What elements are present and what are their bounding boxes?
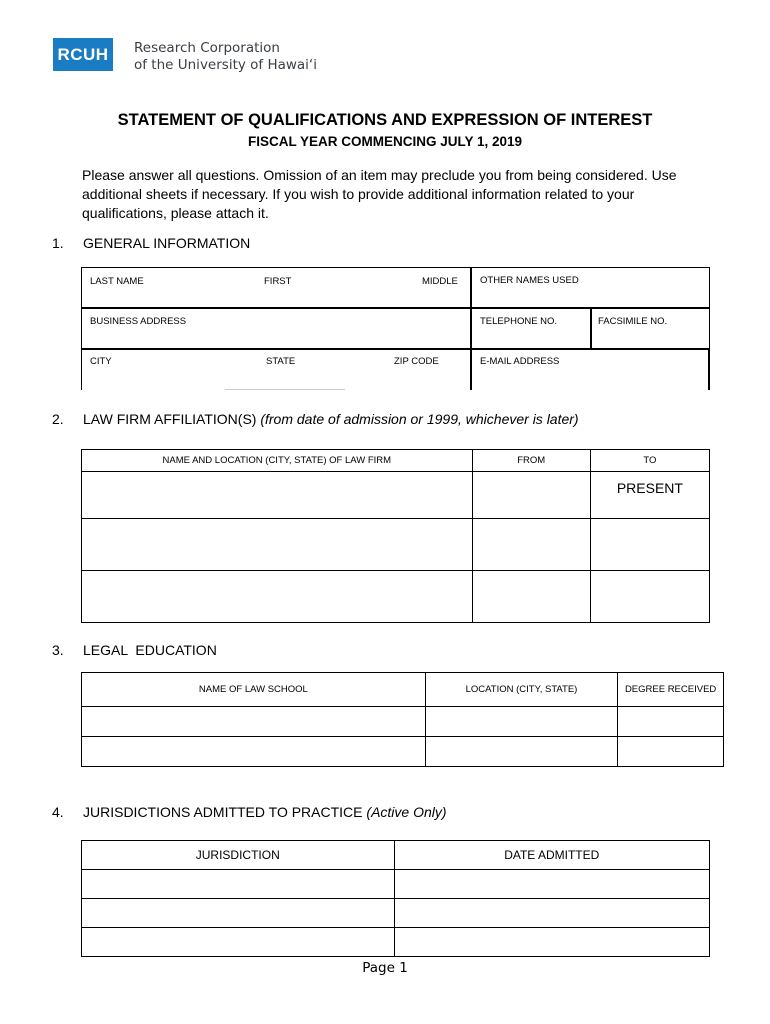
jurisdictions-table (81, 840, 710, 957)
rcuh-logo: RCUH (53, 38, 113, 71)
telephone-field[interactable]: TELEPHONE NO. (480, 316, 558, 327)
jurisdiction-cell-1[interactable] (82, 870, 395, 899)
business-address-field[interactable]: BUSINESS ADDRESS (90, 316, 187, 327)
logo-line-2: of the University of Hawai‘i (134, 57, 317, 73)
last-name-field[interactable]: LAST NAME (90, 276, 144, 287)
to-cell-present: PRESENT (590, 472, 709, 519)
degree-header: DEGREE RECEIVED (618, 673, 724, 707)
location-cell-2[interactable] (425, 737, 617, 767)
document-subtitle: FISCAL YEAR COMMENCING JULY 1, 2019 (247, 134, 523, 149)
section-4-number: 4. (52, 804, 64, 820)
law-school-cell-2[interactable] (82, 737, 426, 767)
law-school-cell-1[interactable] (82, 707, 426, 737)
firm-name-cell-1[interactable] (82, 472, 473, 519)
email-field[interactable]: E-MAIL ADDRESS (480, 356, 560, 367)
page-number: Page 1 (362, 960, 408, 976)
to-cell-3[interactable] (590, 571, 709, 623)
logo-line-1: Research Corporation (134, 40, 280, 56)
firm-name-cell-3[interactable] (82, 571, 473, 623)
jurisdiction-header: JURISDICTION (82, 841, 395, 870)
section-2-title-text: LAW FIRM AFFILIATION(S) (83, 411, 257, 427)
section-2-number: 2. (52, 411, 64, 427)
other-names-field[interactable]: OTHER NAMES USED (480, 275, 579, 286)
document-title: STATEMENT OF QUALIFICATIONS AND EXPRESSION OF INTEREST (117, 111, 653, 129)
location-cell-1[interactable] (425, 707, 617, 737)
date-admitted-header: DATE ADMITTED (394, 841, 709, 870)
jurisdiction-cell-3[interactable] (82, 928, 395, 957)
intro-paragraph: Please answer all questions. Omission of an item may preclude you from being considered. Use additional sheets if necessary. If you wish to provide additional information related to your qualifications, please attach it. (82, 167, 677, 221)
section-3-number: 3. (52, 642, 64, 658)
degree-cell-1[interactable] (618, 707, 724, 737)
to-cell-2[interactable] (590, 519, 709, 571)
section-2-title (83, 411, 579, 427)
date-admitted-cell-1[interactable] (394, 870, 709, 899)
date-admitted-cell-3[interactable] (394, 928, 709, 957)
section-1-title: GENERAL INFORMATION (83, 235, 251, 251)
logo-organization-name (134, 40, 317, 74)
city-field[interactable]: CITY (90, 356, 112, 367)
first-name-field[interactable]: FIRST (264, 276, 292, 287)
date-admitted-cell-2[interactable] (394, 899, 709, 928)
law-school-header: NAME OF LAW SCHOOL (82, 673, 426, 707)
degree-cell-2[interactable] (618, 737, 724, 767)
section-3-title: LEGAL EDUCATION (83, 642, 217, 658)
from-cell-2[interactable] (472, 519, 590, 571)
location-header: LOCATION (CITY, STATE) (425, 673, 617, 707)
from-header: FROM (472, 450, 590, 472)
zip-code-field[interactable]: ZIP CODE (394, 356, 439, 367)
facsimile-field[interactable]: FACSIMILE NO. (598, 316, 668, 327)
middle-name-field[interactable]: MIDDLE (422, 276, 458, 287)
firm-name-header: NAME AND LOCATION (CITY, STATE) OF LAW FIRM (82, 450, 473, 472)
firm-name-cell-2[interactable] (82, 519, 473, 571)
section-4-title-note: (Active Only) (366, 804, 447, 820)
law-firm-table (81, 449, 710, 623)
from-cell-3[interactable] (472, 571, 590, 623)
section-2-title-note: (from date of admission or 1999, whichever is later) (260, 411, 579, 427)
state-field[interactable]: STATE (266, 356, 296, 367)
section-4-title (83, 804, 447, 820)
legal-education-table (81, 672, 724, 767)
from-cell-1[interactable] (472, 472, 590, 519)
jurisdiction-cell-2[interactable] (82, 899, 395, 928)
section-4-title-text: JURISDICTIONS ADMITTED TO PRACTICE (83, 804, 363, 820)
section-1-number: 1. (52, 235, 64, 251)
to-header: TO (590, 450, 709, 472)
